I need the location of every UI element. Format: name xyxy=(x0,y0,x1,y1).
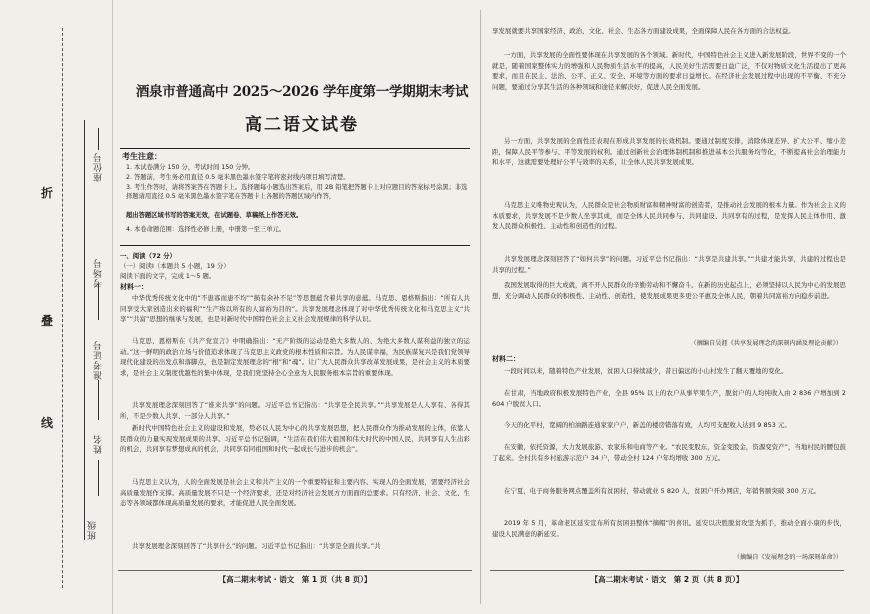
notice-item-4: 4. 本卷命题范围：选择性必修上册，中册第一至三单元。 xyxy=(126,226,286,233)
citation-1: （摘编自吴涯《共享发展理念的深刻内涵及理论贡献》） xyxy=(690,340,842,347)
notice-item-3: 3. 考生作答时，请将答案答在答题卡上。选择题每小题选出答案后，用 2B 铅笔把答题卡上对应题目的答案标号涂黑；非选择题请用直径 0.5 毫米黑色墨水签字笔在答题卡上各题的答题区域内作答， xyxy=(126,184,468,200)
material-2-heading: 材料二： xyxy=(492,355,520,363)
p2-paragraph-1: 享发展就要共享国家经济、政治、文化、社会、生态各方面建设成果，全面保障人民在各方面的合法权益。 xyxy=(492,27,795,35)
page-1-footer-rule xyxy=(118,570,472,571)
material-1-heading: 材料一： xyxy=(120,283,148,291)
p2-material2-paragraph-3: 今天的化平村，宽阔的柏油路连通家家户户，新盖的楼房错落有致，人均可支配收入达到 9 853 元。 xyxy=(504,421,791,429)
notice-item-1: 1. 本试卷满分 150 分，考试时间 150 分钟。 xyxy=(126,164,255,171)
notice-item-3-emphasis: 超出答题区域书写的答案无效，在试题卷、草稿纸上作答无效。 xyxy=(126,212,303,219)
page-1-footer: 【高二期末考试 · 语文 第 1 页（共 8 页）】 xyxy=(218,575,372,584)
fold-word-1: 折 xyxy=(40,186,53,200)
name-blank[interactable] xyxy=(98,460,99,496)
binding-strip xyxy=(0,0,113,614)
p1-paragraph-1: 中华优秀传统文化中的“不患寡而患不均”“损有余补不足”等思想蕴含着共享的意蕴。马克思、恩格斯指出：“所有人共同享受大家创造出来的福利”“生产将以所有的人富裕为目的”。共享发展理念体现了对中华优秀传统文化和马克思主义“共享”“共富”思想的继承与发展，也是对新时代中国特色社会主义社会发展规律的科学认识。 xyxy=(120,294,470,324)
room-number-blank[interactable] xyxy=(98,284,99,320)
seal-line xyxy=(84,120,85,540)
p2-material2-paragraph-6: 2019 年 5 月，革命老区延安宣布所有贫困县整体“摘帽”的喜讯。延安以决胜脱贫攻坚为抓手，推动全面小康的步伐，建设人民满意的新延安。 xyxy=(492,519,846,538)
p2-material2-paragraph-1: 一段时间以来，随着特色产业发展，贫困人口持续减少，昔日偏远的小山村发生了翻天覆地的变化。 xyxy=(504,367,788,375)
p2-paragraph-2: 一方面，共享发展的全面性要体现在共享发展的各个领域。新时代，中国特色社会主义进入新发展阶段，世界不变的一个就是，随着国家整体实力的增强和人民物质生活水平的提高，人民美好生活需要日益广泛，不仅对物质文化生活提出了更高要求，而且在民主、法治、公平、正义、安全、环境等方面的要求日益增长。在经济社会发展过程中出现的不平衡、不充分问题，要通过分享其生活的各种领域和途径来解决好，促进人民全面发展。 xyxy=(492,51,846,91)
p2-material2-paragraph-5: 在宁夏，电子商务服务网点覆盖所有贫困村，带动就业 5 820 人，贫困户开办网店，年销售额突破 300 万元。 xyxy=(504,487,821,495)
candidate-notice xyxy=(120,148,470,246)
p1-paragraph-3: 共享发展理念深刻回答了“谁来共享”的问题。习近平总书记指出：“共享是全民共享。”“共享发展是人人享有、各得其所，不是少数人共享、一部分人共享。” xyxy=(120,401,470,420)
p1-paragraph-6: 共享发展理念深刻回答了“共享什么”的问题。习近平总书记指出：“共享是全面共享。”共 xyxy=(132,542,381,550)
p2-material2-paragraph-4: 在安徽，依托资源，大力发展旅游、农家乐和电商等产业。“农民变股东，资金变股金，资源变资产”，当地村民的腰包鼓了起来。全村共有乡村旅游示范户 34 户，带动全村 124 户年均增收 300 万元。 xyxy=(492,443,846,462)
reading-instruction: 阅读下面的文字，完成 1～5 题。 xyxy=(120,272,216,280)
subject-title: 高二语文试卷 xyxy=(245,115,359,135)
p2-paragraph-5: 共享发展理念深刻回答了“如何共享”的问题。习近平总书记指出：“共享是共建共享。”“共建才能共享，共建的过程也是共享的过程。” xyxy=(492,255,846,274)
fold-word-2: 叠 xyxy=(40,314,53,328)
field-room-number: 考场号 xyxy=(94,258,104,288)
p1-paragraph-4: 新时代中国特色社会主义的建设和发展，势必以人民为中心的共享发展思想，把人民群众作为推动发展的主体，依靠人民群众的力量实现发展成果的共享。习近平总书记强调，“生活在我们伟大祖国和伟大时代的中国人民，共同享有人生出彩的机会，共同享有梦想成真的机会，共同享有同祖国和时代一起成长与进步的机会”。 xyxy=(120,424,470,454)
field-ticket-number: 准考证号 xyxy=(94,340,104,380)
citation-2: （摘编自《发展理念的一场深刻革命》） xyxy=(733,554,842,561)
section-one-heading: 一、阅读（72 分） xyxy=(120,252,176,260)
page-2-footer: 【高二期末考试 · 语文 第 2 页（共 8 页）】 xyxy=(590,575,744,584)
seat-number-blank[interactable] xyxy=(98,128,99,150)
page-divider xyxy=(480,10,481,604)
p2-paragraph-3: 另一方面，共享发展的全面性还表现在形成共享发展的长效机制。要通过制度安排，消除体现差异、扩大公平、缩小差距，保障人民平等参与、平等发展的权利。通过创新社会治理体制机制和推进基本公共服务均等化，不断提高社会治理能力和水平，这就需要处理好公平与效率的关系，让全体人民共享发展成果。 xyxy=(492,137,846,167)
p1-paragraph-5: 马克思主义认为，人的全面发展是社会主义和共产主义的一个重要特征和主要内容。实现人的全面发展，需要经济社会高质量发展作支撑。高质量发展不只是一个经济要求，还是对经济社会发展方方面面的总要求。只有经济、社会、文化、生态等各领域都体现高质量发展的要求，才能促进人民全面发展。 xyxy=(120,478,470,508)
notice-heading: 考生注意： xyxy=(122,152,162,161)
fold-dashed-line xyxy=(62,28,63,588)
field-seat-number: 座位号 xyxy=(94,152,104,182)
exam-title: 酒泉市普通高中 2025～2026 学年度第一学期期末考试 xyxy=(135,84,469,100)
p2-paragraph-6: 我国发展取得的巨大成就，离不开人民群众的辛勤劳动和不懈奋斗。在新的历史起点上，必须坚持以人民为中心的发展思想，充分调动人民群众的积极性、主动性、创造性，使发展成果更多更公平惠及全体人民，朝着共同富裕方向稳步前进。 xyxy=(492,281,846,300)
ticket-number-blank[interactable] xyxy=(98,380,99,420)
page-2 xyxy=(490,0,846,614)
fold-word-3: 线 xyxy=(40,416,53,430)
page-2-footer-rule xyxy=(490,570,844,571)
page-1 xyxy=(118,0,472,614)
field-class: 班级 xyxy=(88,520,98,540)
p2-material2-paragraph-2: 在甘肃，当地政府积极发展特色产业，全县 95% 以上的农户从事苹果生产，脱贫户的人均纯收入由 2 836 户增加到 2 604 户脱贫人口。 xyxy=(492,389,846,408)
subsection-heading: （一）阅读Ⅰ（本题共 5 小题，19 分） xyxy=(120,262,230,270)
p1-paragraph-2: 马克思、恩格斯在《共产党宣言》中明确指出：“无产阶级的运动是绝大多数人的、为绝大多数人谋利益的独立的运动。”这一鲜明的政治立场与价值追求体现了马克思主义政党的根本性质和宗旨。为人民谋幸福，为民族谋复兴是我们党领导现代化建设的出发点和落脚点，也是制定发展理念的“根”和“魂”。让广大人民群众共享改革发展成果，是社会主义的本质要求，是社会主义制度优越性的集中体现，是我们党坚持全心全意为人民服务根本宗旨的重要体现。 xyxy=(120,337,470,377)
p2-paragraph-4: 马克思主义唯物史观认为，人民群众是社会物质财富和精神财富的创造者，是推动社会发展的根本力量。作为社会主义的本质要求，共享发展不是少数人坐享其成，而是全体人民共同参与、共同建设、共同享有的过程，是发挥人民主体作用、激发人民群众积极性、主动性和创造性的过程。 xyxy=(492,201,846,231)
notice-item-2: 2. 答题前，考生务必用直径 0.5 毫米黑色墨水签字笔将密封线内项目填写清楚。 xyxy=(126,174,350,181)
field-name: 姓名 xyxy=(94,434,104,454)
